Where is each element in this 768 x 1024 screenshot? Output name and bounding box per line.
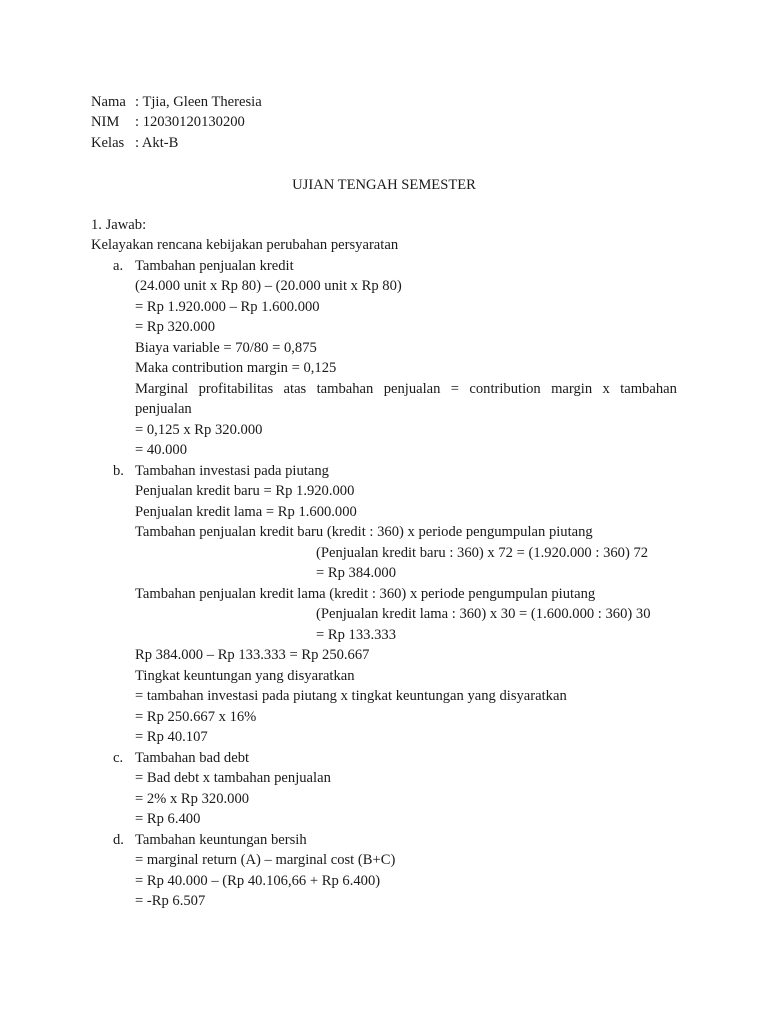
item-c-line: = Bad debt x tambahan penjualan bbox=[135, 770, 331, 786]
class-value: : Akt-B bbox=[135, 135, 179, 151]
item-b-line: Penjualan kredit lama = Rp 1.600.000 bbox=[135, 504, 357, 520]
word: profitabilitas bbox=[198, 381, 274, 397]
class-label: Kelas bbox=[91, 135, 125, 151]
item-b-line: Tingkat keuntungan yang disyaratkan bbox=[135, 668, 355, 684]
item-b-line: (Penjualan kredit baru : 360) x 72 = (1.920.000 : 360) 72 bbox=[316, 545, 649, 561]
word: penjualan bbox=[383, 381, 441, 397]
item-b-title: Tambahan investasi pada piutang bbox=[135, 463, 329, 479]
item-b-line: Penjualan kredit baru = Rp 1.920.000 bbox=[135, 483, 355, 499]
item-a-justified-line bbox=[135, 379, 677, 399]
name-row bbox=[91, 92, 262, 112]
word: x bbox=[602, 381, 610, 397]
nim-value: : 12030120130200 bbox=[135, 114, 245, 130]
item-d-line: = marginal return (A) – marginal cost (B+C) bbox=[135, 852, 396, 868]
word: margin bbox=[551, 381, 593, 397]
item-b-line: Tambahan penjualan kredit baru (kredit : 360) x periode pengumpulan piutang bbox=[135, 524, 593, 540]
question-intro: Kelayakan rencana kebijakan perubahan persyaratan bbox=[91, 237, 399, 253]
class-row bbox=[91, 133, 179, 153]
item-b-line: = tambahan investasi pada piutang x tingkat keuntungan yang disyaratkan bbox=[135, 688, 567, 704]
word: Marginal bbox=[135, 381, 189, 397]
item-d-line: = -Rp 6.507 bbox=[135, 893, 206, 909]
item-c-title: Tambahan bad debt bbox=[135, 750, 250, 766]
nim-row bbox=[91, 112, 245, 132]
word: = bbox=[450, 381, 460, 397]
item-b-line: = Rp 133.333 bbox=[316, 627, 396, 643]
item-a-line: = Rp 1.920.000 – Rp 1.600.000 bbox=[135, 299, 320, 315]
item-a-line: Biaya variable = 70/80 = 0,875 bbox=[135, 340, 317, 356]
name-value: : Tjia, Gleen Theresia bbox=[135, 94, 262, 110]
item-c-marker: c. bbox=[113, 750, 124, 766]
item-b-line: Rp 384.000 – Rp 133.333 = Rp 250.667 bbox=[135, 647, 370, 663]
item-a-line: (24.000 unit x Rp 80) – (20.000 unit x Rp 80) bbox=[135, 278, 402, 294]
item-d-title: Tambahan keuntungan bersih bbox=[135, 832, 307, 848]
page-title: UJIAN TENGAH SEMESTER bbox=[292, 177, 476, 193]
item-a-title: Tambahan penjualan kredit bbox=[135, 258, 294, 274]
nim-label: NIM bbox=[91, 114, 120, 130]
item-d-line: = Rp 40.000 – (Rp 40.106,66 + Rp 6.400) bbox=[135, 873, 381, 889]
item-b-line: = Rp 250.667 x 16% bbox=[135, 709, 257, 725]
item-a-line: = 0,125 x Rp 320.000 bbox=[135, 422, 263, 438]
word: atas bbox=[283, 381, 307, 397]
item-a-marker: a. bbox=[113, 258, 124, 274]
item-d-marker: d. bbox=[113, 832, 124, 848]
item-b-marker: b. bbox=[113, 463, 124, 479]
item-a-line: = 40.000 bbox=[135, 442, 188, 458]
item-a-line: penjualan bbox=[135, 401, 192, 417]
name-label: Nama bbox=[91, 94, 126, 110]
word: contribution bbox=[469, 381, 541, 397]
item-b-line: Tambahan penjualan kredit lama (kredit : 360) x periode pengumpulan piutang bbox=[135, 586, 596, 602]
item-b-line: (Penjualan kredit lama : 360) x 30 = (1.600.000 : 360) 30 bbox=[316, 606, 651, 622]
word: tambahan bbox=[620, 381, 677, 397]
item-c-line: = Rp 6.400 bbox=[135, 811, 201, 827]
question-heading: 1. Jawab: bbox=[91, 217, 147, 233]
item-b-line: = Rp 384.000 bbox=[316, 565, 396, 581]
item-b-line: = Rp 40.107 bbox=[135, 729, 208, 745]
word: tambahan bbox=[316, 381, 374, 397]
item-a-line: Maka contribution margin = 0,125 bbox=[135, 360, 337, 376]
item-a-line: = Rp 320.000 bbox=[135, 319, 215, 335]
item-c-line: = 2% x Rp 320.000 bbox=[135, 791, 250, 807]
